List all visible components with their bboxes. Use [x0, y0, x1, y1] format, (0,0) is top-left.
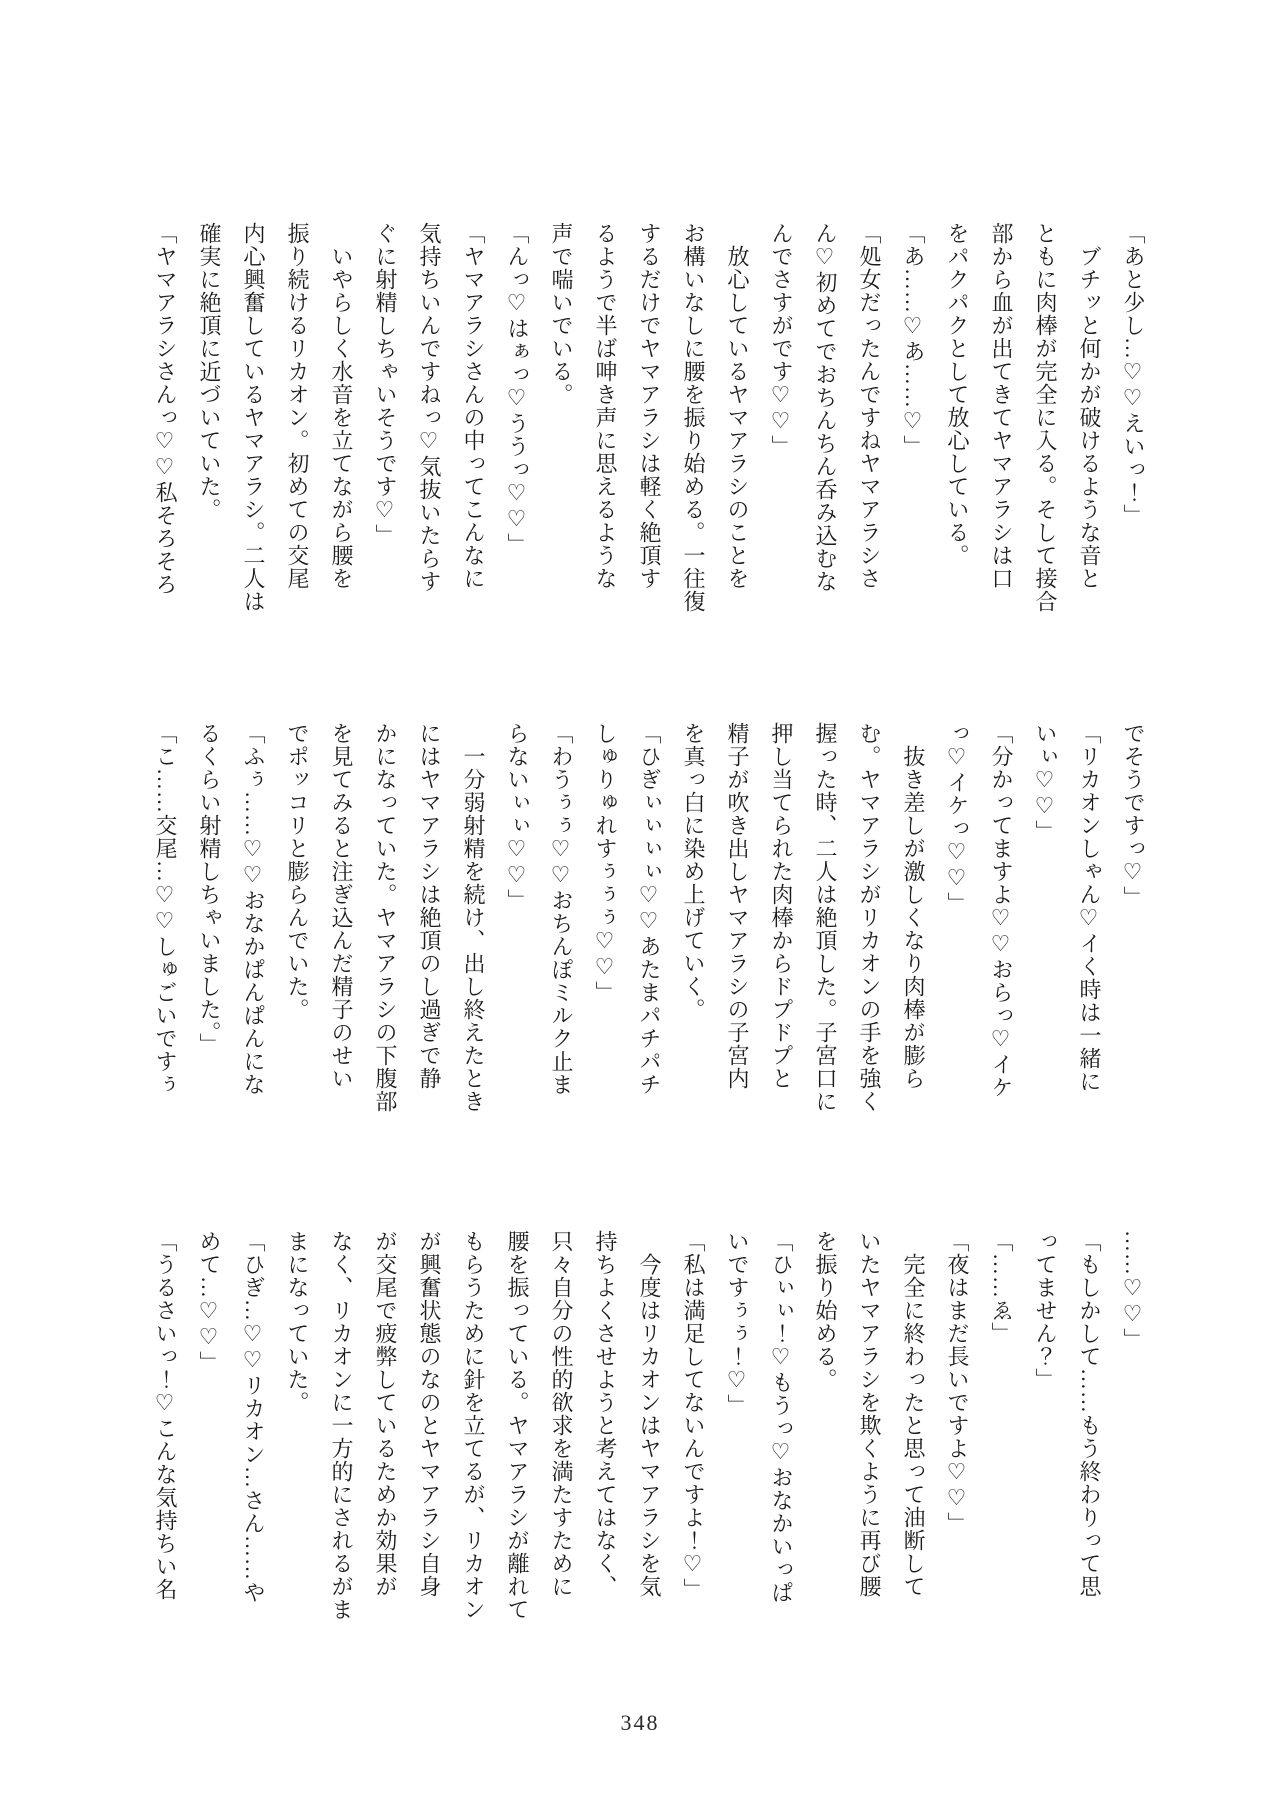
text-column: が交尾で疲弊しているためか効果が: [373, 1230, 398, 1598]
text-column: 「わうぅぅ♡♡おちんぽミルク止ま: [549, 722, 574, 1096]
text-column: 「あ……♡あ……♡」: [901, 222, 926, 458]
text-column: 腰を振っている。ヤマアラシが離れて: [505, 1230, 530, 1621]
text-column: 握った時、二人は絶頂した。子宮口に: [813, 722, 838, 1113]
text-column: まになっていた。: [285, 1230, 310, 1414]
text-column: 内心興奮しているヤマアラシ。二人は: [241, 222, 266, 613]
text-column: 「……ゑ」: [989, 1230, 1014, 1345]
text-column: 「ヤマアラシさんの中ってこんなに: [461, 222, 486, 590]
text-column: 完全に終わったと思って油断して: [901, 1230, 926, 1598]
page-number: 348: [620, 1710, 660, 1735]
text-column: らないぃぃ♡♡」: [505, 722, 530, 912]
text-column: 一分弱射精を続け、出し終えたとき: [461, 722, 486, 1113]
text-column: 「ふぅ……♡♡おなかぱんぱんにな: [241, 722, 266, 1096]
text-column: 「リカオンしゃん♡イく時は一緒に: [1077, 722, 1102, 1093]
text-column: かになっていた。ヤマアラシの下腹部: [373, 722, 398, 1113]
text-column: いですぅぅ！♡」: [725, 1230, 750, 1417]
text-column: るようで半ば呻き声に思えるような: [593, 222, 618, 590]
text-column: ん♡初めてでおちんちん呑み込むな: [813, 222, 838, 593]
text-column: もらうために針を立てるが、リカオン: [461, 1230, 486, 1621]
text-column: るくらい射精しちゃいました。」: [197, 722, 222, 1056]
text-band-bottom: [143, 1230, 1155, 1626]
text-column: ……♡♡」: [1121, 1230, 1146, 1351]
text-column: お構いなしに腰を振り始める。一往復: [681, 222, 706, 613]
text-column: にはヤマアラシは絶頂のし過ぎで静: [417, 722, 442, 1090]
text-column: 持ちよくさせようと考えてはなく、: [593, 1230, 618, 1598]
text-column: 「私は満足してないんですよ！♡」: [681, 1230, 706, 1601]
text-column: 「こ……交尾…♡♡しゅごいですぅ: [153, 722, 178, 1096]
text-column: ぐに射精しちゃいそうです♡」: [373, 222, 398, 547]
text-column: 「ヤマアラシさんっ♡♡私そろそろ: [153, 222, 178, 596]
text-column: 「あと少し…♡♡えいっ！」: [1121, 222, 1146, 527]
text-column: 「ひぎぃぃぃぃ♡♡あたまパチパチ: [637, 722, 662, 1096]
text-column: めて…♡♡」: [197, 1230, 222, 1374]
text-column: 部から血が出てきてヤマアラシは口: [989, 222, 1014, 590]
text-column: 「処女だったんですねヤマアラシさ: [857, 222, 882, 590]
text-column: 「もしかして……もう終わりって思: [1077, 1230, 1102, 1598]
text-column: ともに肉棒が完全に入る。そして接合: [1033, 222, 1058, 613]
text-column: でそうですっ♡」: [1121, 722, 1146, 909]
text-column: 「うるさいっ！♡こんな気持ちい名: [153, 1230, 178, 1601]
text-column: 確実に絶頂に近づいていた。: [197, 222, 222, 521]
text-column: 「ひぎ…♡♡リカオン…さん……や: [241, 1230, 266, 1604]
text-column: を見てみると注ぎ込んだ精子のせい: [329, 722, 354, 1090]
text-column: 振り続けるリカオン。初めての交尾: [285, 222, 310, 590]
text-column: 「んっ♡はぁっ♡ううっ♡♡」: [505, 222, 530, 556]
text-column: っ♡イケっ♡♡」: [945, 722, 970, 915]
text-column: んでさすがです♡♡」: [769, 222, 794, 458]
text-column: 気持ちいんですねっ♡気抜いたらす: [417, 222, 442, 593]
text-column: ってません？」: [1033, 1230, 1058, 1391]
text-column: 抜き差しが激しくなり肉棒が膨ら: [901, 722, 926, 1090]
text-column: ブチッと何かが破けるような音と: [1077, 222, 1102, 590]
text-column: を真っ白に染め上げていく。: [681, 722, 706, 1021]
text-column: む。ヤマアラシがリカオンの手を強く: [857, 722, 882, 1113]
text-column: をパクパクとして放心している。: [945, 222, 970, 567]
text-band-middle: [143, 722, 1155, 1118]
text-band-top: [143, 222, 1155, 618]
text-column: なく、リカオンに一方的にされるがま: [329, 1230, 354, 1621]
text-column: が興奮状態のなのとヤマアラシ自身: [417, 1230, 442, 1598]
text-column: いたヤマアラシを欺くように再び腰: [857, 1230, 882, 1598]
text-column: 放心しているヤマアラシのことを: [725, 222, 750, 590]
text-column: 精子が吹き出しヤマアラシの子宮内: [725, 722, 750, 1090]
text-column: 只々自分の性的欲求を満たすために: [549, 1230, 574, 1598]
text-column: するだけでヤマアラシは軽く絶頂す: [637, 222, 662, 590]
text-column: 押し当てられた肉棒からドプドプと: [769, 722, 794, 1090]
text-column: 「分かってますよ♡♡おらっ♡イケ: [989, 722, 1014, 1099]
text-column: でポッコリと膨らんでいた。: [285, 722, 310, 1021]
text-column: いやらしく水音を立てながら腰を: [329, 222, 354, 590]
text-column: いぃ♡♡」: [1033, 722, 1058, 843]
text-column: 「ひぃぃ！♡もうっ♡おなかいっぱ: [769, 1230, 794, 1604]
text-column: 今度はリカオンはヤマアラシを気: [637, 1230, 662, 1598]
text-column: しゅりゅれすぅぅぅ♡♡」: [593, 722, 618, 1004]
text-column: 声で喘いでいる。: [549, 222, 574, 406]
text-column: を振り始める。: [813, 1230, 838, 1391]
text-column: 「夜はまだ長いですよ♡♡」: [945, 1230, 970, 1535]
